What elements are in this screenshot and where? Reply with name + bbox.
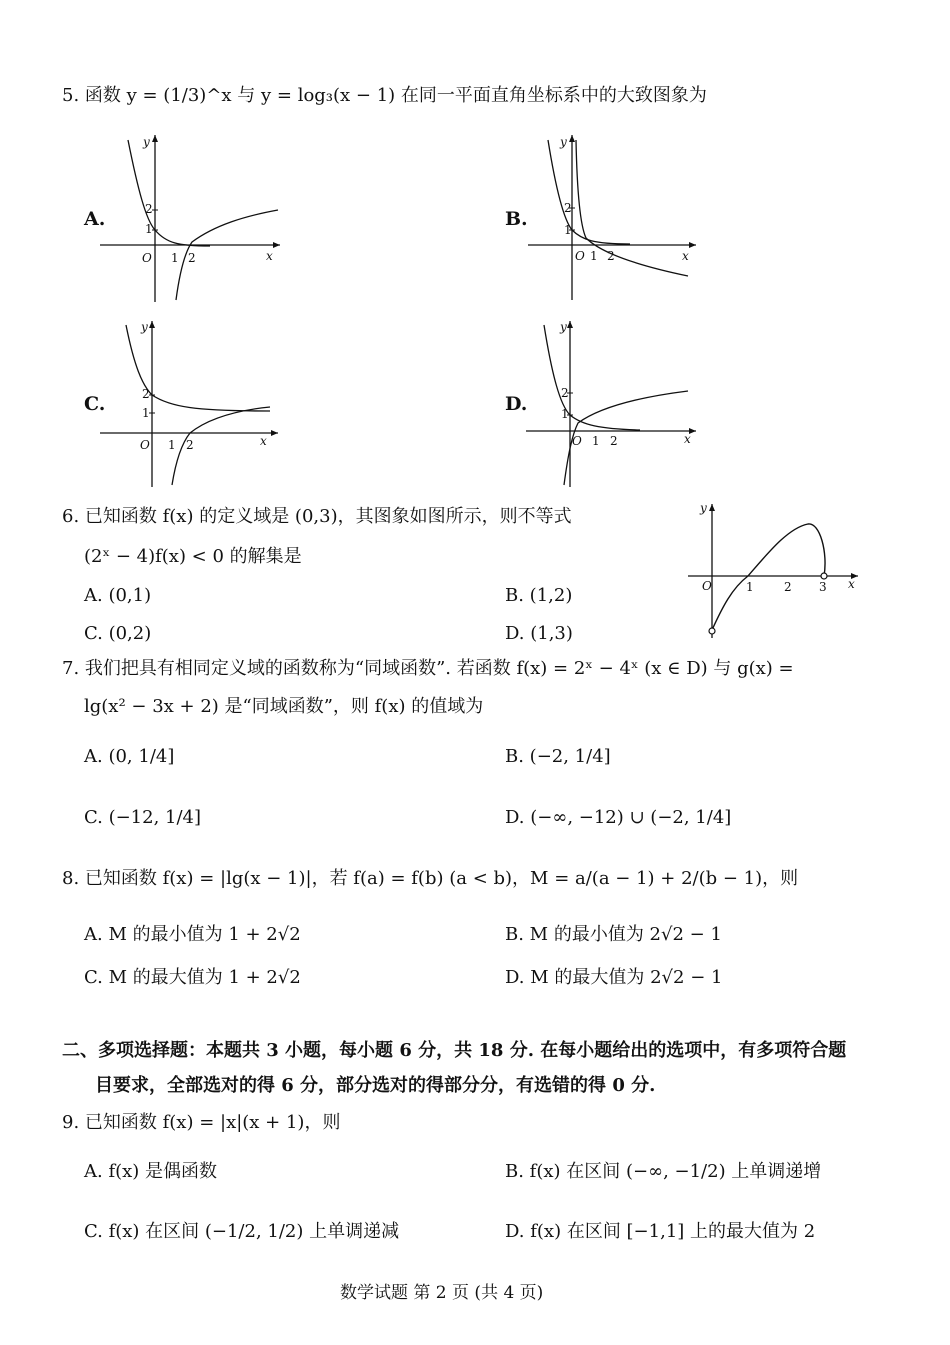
q7-stem-line1: 7. 我们把具有相同定义域的函数称为“同域函数”. 若函数 f(x) = 2ˣ − 4ˣ (x ∈ D) 与 g(x) =	[62, 658, 794, 679]
q6-graph-y: y	[700, 501, 707, 515]
q5-option-d-label: D.	[505, 393, 528, 415]
q5c-y2: 2	[142, 387, 150, 401]
q7-option-a: A. (0, 1/4]	[84, 746, 175, 767]
q5d-x2: 2	[610, 434, 618, 448]
q9-stem: 9. 已知函数 f(x) = |x|(x + 1)，则	[62, 1112, 341, 1133]
q8-option-a: A. M 的最小值为 1 + 2√2	[84, 924, 301, 945]
q6-stem-line2: (2ˣ − 4)f(x) < 0 的解集是	[84, 546, 302, 567]
section2-instructions-line2: 目要求，全部选对的得 6 分，部分选对的得部分分，有选错的得 0 分.	[95, 1075, 656, 1096]
q5c-y1: 1	[142, 406, 150, 420]
q5a-x-label: x	[266, 249, 273, 263]
q6-graph-t3: 3	[819, 580, 827, 594]
q5a-y-label: y	[143, 135, 150, 149]
section2-instructions-line1: 二、多项选择题：本题共 3 小题，每小题 6 分，共 18 分. 在每小题给出的选项中，有多项符合题	[62, 1040, 847, 1061]
q9-option-c: C. f(x) 在区间 (−1/2, 1/2) 上单调递减	[84, 1221, 400, 1242]
q5d-y-label: y	[560, 320, 567, 334]
q5-graph-a	[100, 130, 290, 305]
q5a-x2: 2	[188, 251, 196, 265]
q5d-x1: 1	[592, 434, 600, 448]
q5c-y-label: y	[141, 320, 148, 334]
q8-option-c: C. M 的最大值为 1 + 2√2	[84, 967, 301, 988]
q8-stem: 8. 已知函数 f(x) = |lg(x − 1)|，若 f(a) = f(b) (a < b)，M = a/(a − 1) + 2/(b − 1)，则	[62, 868, 799, 889]
q7-option-c: C. (−12, 1/4]	[84, 807, 202, 828]
page-footer: 数学试题 第 2 页 (共 4 页)	[340, 1283, 544, 1303]
q5b-x1: 1	[590, 249, 598, 263]
q5-option-c-label: C.	[84, 393, 106, 415]
q6-option-a: A. (0,1)	[84, 585, 152, 606]
q5d-y2: 2	[561, 386, 569, 400]
q6-graph-t1: 1	[746, 580, 754, 594]
q5c-x1: 1	[168, 438, 176, 452]
q6-graph-origin: O	[702, 579, 712, 593]
q5a-x1: 1	[171, 251, 179, 265]
q5-graph-c	[100, 315, 290, 490]
q5d-y1: 1	[561, 407, 569, 421]
q5-option-b-label: B.	[505, 208, 528, 230]
q5-graph-b	[520, 130, 710, 305]
q5a-y2: 2	[145, 202, 153, 216]
q9-option-d: D. f(x) 在区间 [−1,1] 上的最大值为 2	[505, 1221, 816, 1242]
q5-option-a-label: A.	[84, 208, 106, 230]
q6-graph-t2: 2	[784, 580, 792, 594]
q8-option-b: B. M 的最小值为 2√2 − 1	[505, 924, 722, 945]
q9-option-b: B. f(x) 在区间 (−∞, −1/2) 上单调递增	[505, 1161, 822, 1182]
q5a-origin: O	[142, 251, 152, 265]
q9-option-a: A. f(x) 是偶函数	[84, 1161, 218, 1182]
q5b-y-label: y	[560, 135, 567, 149]
q5b-x-label: x	[682, 249, 689, 263]
q5d-x-label: x	[684, 432, 691, 446]
q5b-y1: 1	[564, 223, 572, 237]
q5a-y1: 1	[145, 222, 153, 236]
q7-option-b: B. (−2, 1/4]	[505, 746, 611, 767]
q6-stem-line1: 6. 已知函数 f(x) 的定义域是 (0,3)，其图象如图所示，则不等式	[62, 506, 572, 527]
q6-graph	[688, 498, 868, 643]
q5c-origin: O	[140, 438, 150, 452]
q5c-x2: 2	[186, 438, 194, 452]
q5-stem: 5. 函数 y = (1/3)^x 与 y = log₃(x − 1) 在同一平面直角坐标系中的大致图象为	[62, 85, 707, 106]
q6-option-b: B. (1,2)	[505, 585, 573, 606]
q6-graph-x: x	[848, 577, 855, 591]
q7-stem-line2: lg(x² − 3x + 2) 是“同域函数”，则 f(x) 的值域为	[84, 696, 484, 717]
q5b-y2: 2	[564, 201, 572, 215]
q5d-origin: O	[572, 434, 582, 448]
q5b-x2: 2	[607, 249, 615, 263]
q5c-x-label: x	[260, 434, 267, 448]
q5-graph-d	[520, 315, 710, 490]
q6-option-c: C. (0,2)	[84, 623, 152, 644]
q5b-origin: O	[575, 249, 585, 263]
q6-option-d: D. (1,3)	[505, 623, 573, 644]
q8-option-d: D. M 的最大值为 2√2 − 1	[505, 967, 723, 988]
q7-option-d: D. (−∞, −12) ∪ (−2, 1/4]	[505, 807, 732, 828]
